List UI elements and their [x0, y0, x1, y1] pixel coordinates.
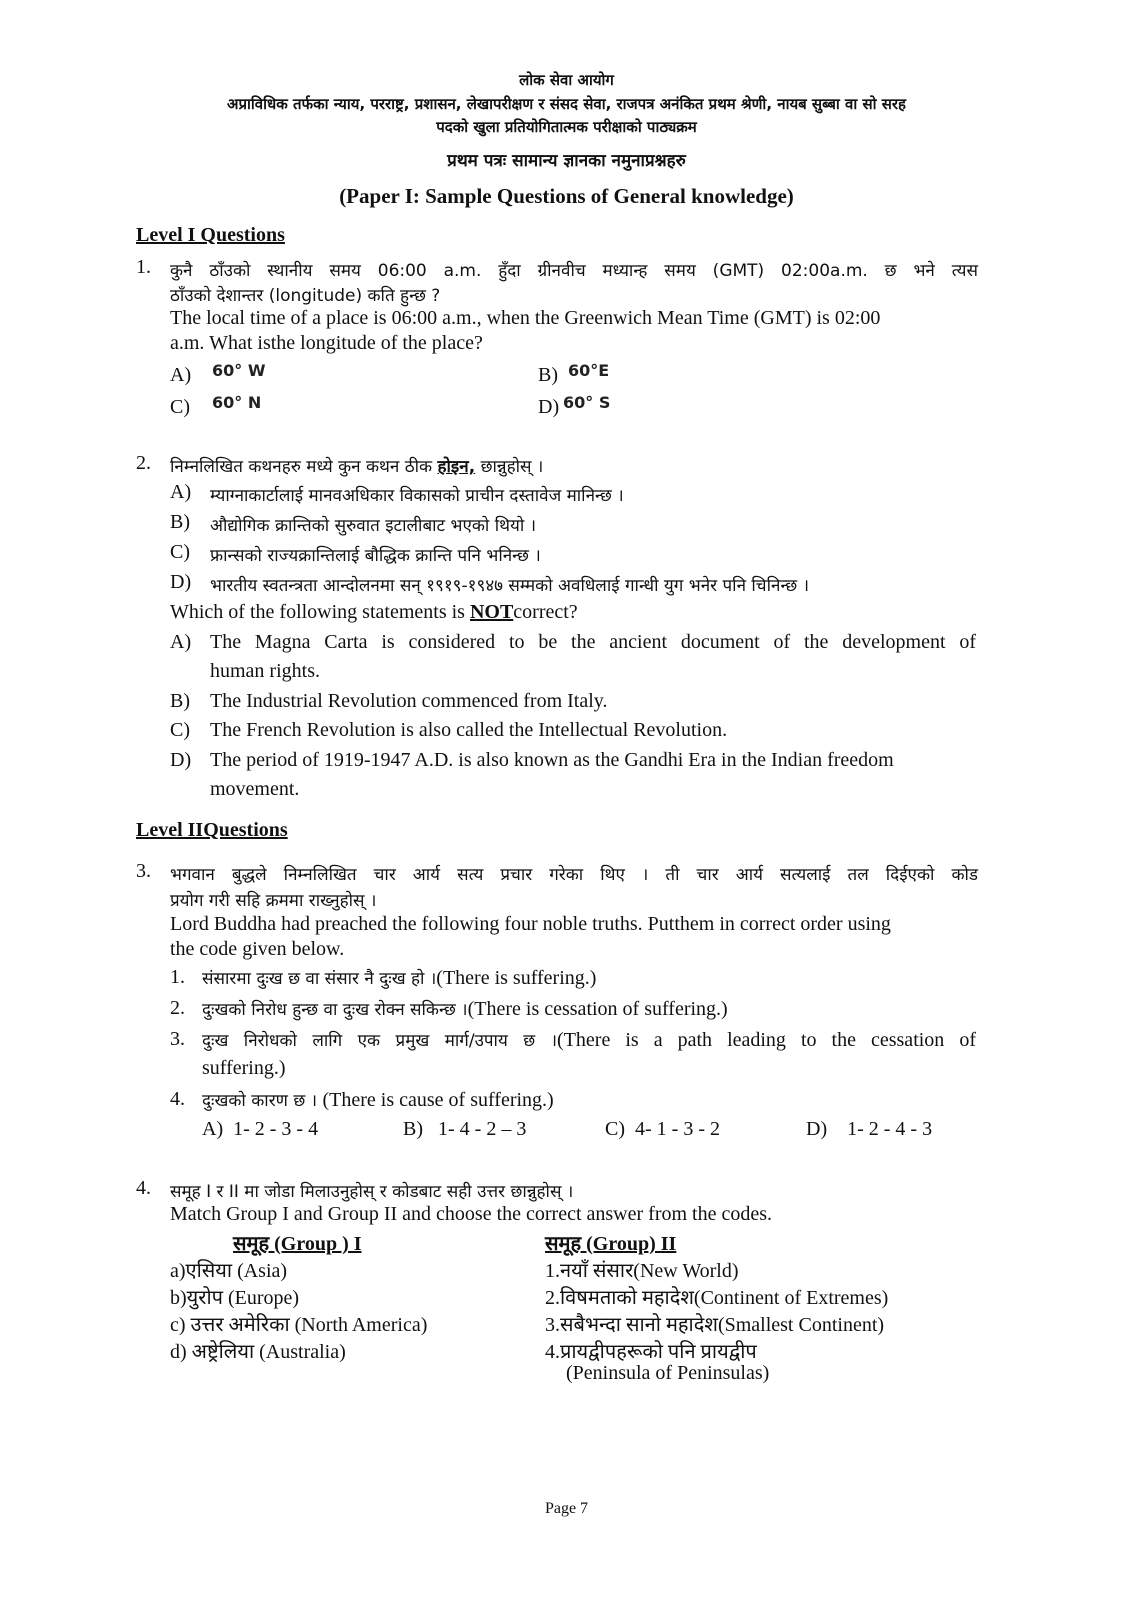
q1-option-d-text: 60° S [563, 393, 611, 412]
q2-en-option-c-label: C) [170, 719, 190, 741]
q3-nepali-line-1: भगवान बुद्धले निम्नलिखित चार आर्य सत्य प्रचार गरेका थिए । ती चार आर्य सत्यलाई तल दिईएको कोड [170, 865, 978, 885]
q2-en-option-d-line-1: The period of 1919-1947 A.D. is also known as the Gandhi Era in the Indian freedom [210, 749, 894, 771]
q3-option-a: A) 1- 2 - 3 - 4 [202, 1118, 319, 1140]
q3-item-2-number: 2. [170, 997, 185, 1019]
group-1-item-d: d) अष्ट्रेलिया (Australia) [170, 1341, 346, 1363]
organization-title: लोक सेवा आयोग [519, 71, 614, 89]
q4-number: 4. [136, 1177, 151, 1199]
group-2-item-4: 4.प्रायद्वीपहरूको पनि प्रायद्वीप [545, 1341, 757, 1363]
q3-item-3: दुःख निरोधको लागि एक प्रमुख मार्ग/उपाय छ ।(There is a path leading to the cessation of [202, 1029, 976, 1051]
q2-np-option-c-text: फ्रान्सको राज्यक्रान्तिलाई बौद्धिक क्रान्ति पनि भनिन्छ । [210, 546, 541, 566]
q3-item-1: संसारमा दुःख छ वा संसार नै दुःख हो ।(There is suffering.) [202, 967, 597, 989]
header-line-2: अप्राविधिक तर्फका न्याय, परराष्ट्र, प्रशासन, लेखापरीक्षण र संसद सेवा, राजपत्र अनंकित प्रथम श्रेणी, नायब सुब्बा वा सो सरह [227, 95, 906, 113]
page-number: Page 7 [544, 1500, 589, 1517]
q2-en-option-d-label: D) [170, 749, 192, 771]
level-1-heading: Level I Questions [136, 224, 285, 246]
level-2-heading: Level IIQuestions [136, 819, 288, 841]
q3-item-2: दुःखको निरोध हुन्छ वा दुःख रोक्न सकिन्छ ।(There is cessation of suffering.) [202, 998, 728, 1020]
group-2-item-2: 2.विषमताको महादेश(Continent of Extremes) [545, 1287, 889, 1309]
group-2-item-4-line-2: (Peninsula of Peninsulas) [566, 1362, 770, 1384]
group-2-item-1: 1.नयाँ संसार(New World) [545, 1260, 739, 1282]
q3-item-1-number: 1. [170, 966, 185, 988]
q1-nepali-line-2: ठाँउको देशान्तर (longitude) कति हुन्छ ? [170, 286, 441, 306]
q1-option-c-label: C) [170, 396, 190, 418]
q3-option-d: D) 1- 2 - 4 - 3 [806, 1118, 933, 1140]
q2-np-option-d-text: भारतीय स्वतन्त्रता आन्दोलनमा सन् १९१९-१९४७ सम्मको अवधिलाई गान्धी युग भनेर पनि चिनिन्छ । [210, 576, 810, 596]
q1-option-a-text: 60° W [212, 361, 266, 380]
q1-option-b-label: B) [538, 364, 558, 386]
q2-en-option-a-label: A) [170, 631, 192, 653]
q3-option-b: B) 1- 4 - 2 – 3 [403, 1118, 527, 1140]
q4-english-question: Match Group I and Group II and choose the correct answer from the codes. [170, 1203, 773, 1225]
q1-english-line-2: a.m. What isthe longitude of the place? [170, 332, 483, 354]
paper-title-nepali: प्रथम पत्रः सामान्य ज्ञानका नमुनाप्रश्नहरु [447, 151, 686, 171]
q2-np-option-a-label: A) [170, 481, 192, 503]
q2-en-option-a-line-2: human rights. [210, 660, 320, 682]
q2-en-option-c-text: The French Revolution is also called the Intellectual Revolution. [210, 719, 728, 741]
q2-en-option-b-text: The Industrial Revolution commenced from Italy. [210, 690, 608, 712]
q2-np-option-d-label: D) [170, 571, 192, 593]
q2-nepali-question: निम्नलिखित कथनहरु मध्ये कुन कथन ठीक होइन, छान्नुहोस् । [170, 457, 544, 477]
q1-option-a-label: A) [170, 364, 192, 386]
q2-np-option-c-label: C) [170, 541, 190, 563]
q4-nepali-question: समूह I र II मा जोडा मिलाउनुहोस् र कोडबाट सही उत्तर छान्नुहोस् । [170, 1182, 574, 1202]
q3-item-3-line-2: suffering.) [202, 1057, 286, 1079]
group-2-item-3: 3.सबैभन्दा सानो महादेश(Smallest Continent) [545, 1314, 885, 1336]
q1-nepali-line-1: कुनै ठाँउको स्थानीय समय 06:00 a.m. हुँदा ग्रीनवीच मध्यान्ह समय (GMT) 02:00a.m. छ भने त्यस [170, 261, 978, 281]
group-1-title: समूह (Group ) I [233, 1233, 362, 1255]
header-line-3: पदको खुला प्रतियोगितात्मक परीक्षाको पाठ्यक्रम [436, 118, 697, 136]
q2-np-option-b-label: B) [170, 511, 190, 533]
q2-number: 2. [136, 452, 151, 474]
q1-option-b-text: 60°E [568, 361, 610, 380]
q3-item-3-number: 3. [170, 1028, 185, 1050]
q3-item-4: दुःखको कारण छ । (There is cause of suffering.) [202, 1089, 554, 1111]
q2-english-question: Which of the following statements is NOTcorrect? [170, 601, 578, 623]
q3-item-4-number: 4. [170, 1088, 185, 1110]
q1-option-c-text: 60° N [212, 393, 262, 412]
q3-number: 3. [136, 860, 151, 882]
q3-english-line-2: the code given below. [170, 938, 345, 960]
q2-en-option-b-label: B) [170, 690, 190, 712]
q1-english-line-1: The local time of a place is 06:00 a.m., when the Greenwich Mean Time (GMT) is 02:00 [170, 307, 881, 329]
q2-en-option-a-line-1: The Magna Carta is considered to be the ancient document of the development of [210, 631, 976, 653]
q3-english-line-1: Lord Buddha had preached the following four noble truths. Putthem in correct order using [170, 913, 891, 935]
group-1-item-b: b)युरोप (Europe) [170, 1287, 300, 1309]
q3-option-c: C) 4- 1 - 3 - 2 [605, 1118, 720, 1140]
paper-title-english: (Paper I: Sample Questions of General knowledge) [339, 184, 794, 208]
q2-np-option-a-text: म्याग्नाकार्टालाई मानवअधिकार विकासको प्राचीन दस्तावेज मानिन्छ । [210, 486, 624, 506]
group-2-title: समूह (Group) II [545, 1233, 677, 1255]
q3-nepali-line-2: प्रयोग गरी सहि क्रममा राख्नुहोस् । [170, 891, 377, 911]
group-1-item-a: a)एसिया (Asia) [170, 1260, 288, 1282]
q1-option-d-label: D) [538, 396, 560, 418]
group-1-item-c: c) उत्तर अमेरिका (North America) [170, 1314, 428, 1336]
q1-number: 1. [136, 256, 151, 278]
q2-en-option-d-line-2: movement. [210, 778, 300, 800]
q2-np-option-b-text: औद्योगिक क्रान्तिको सुरुवात इटालीबाट भएको थियो । [210, 516, 537, 536]
